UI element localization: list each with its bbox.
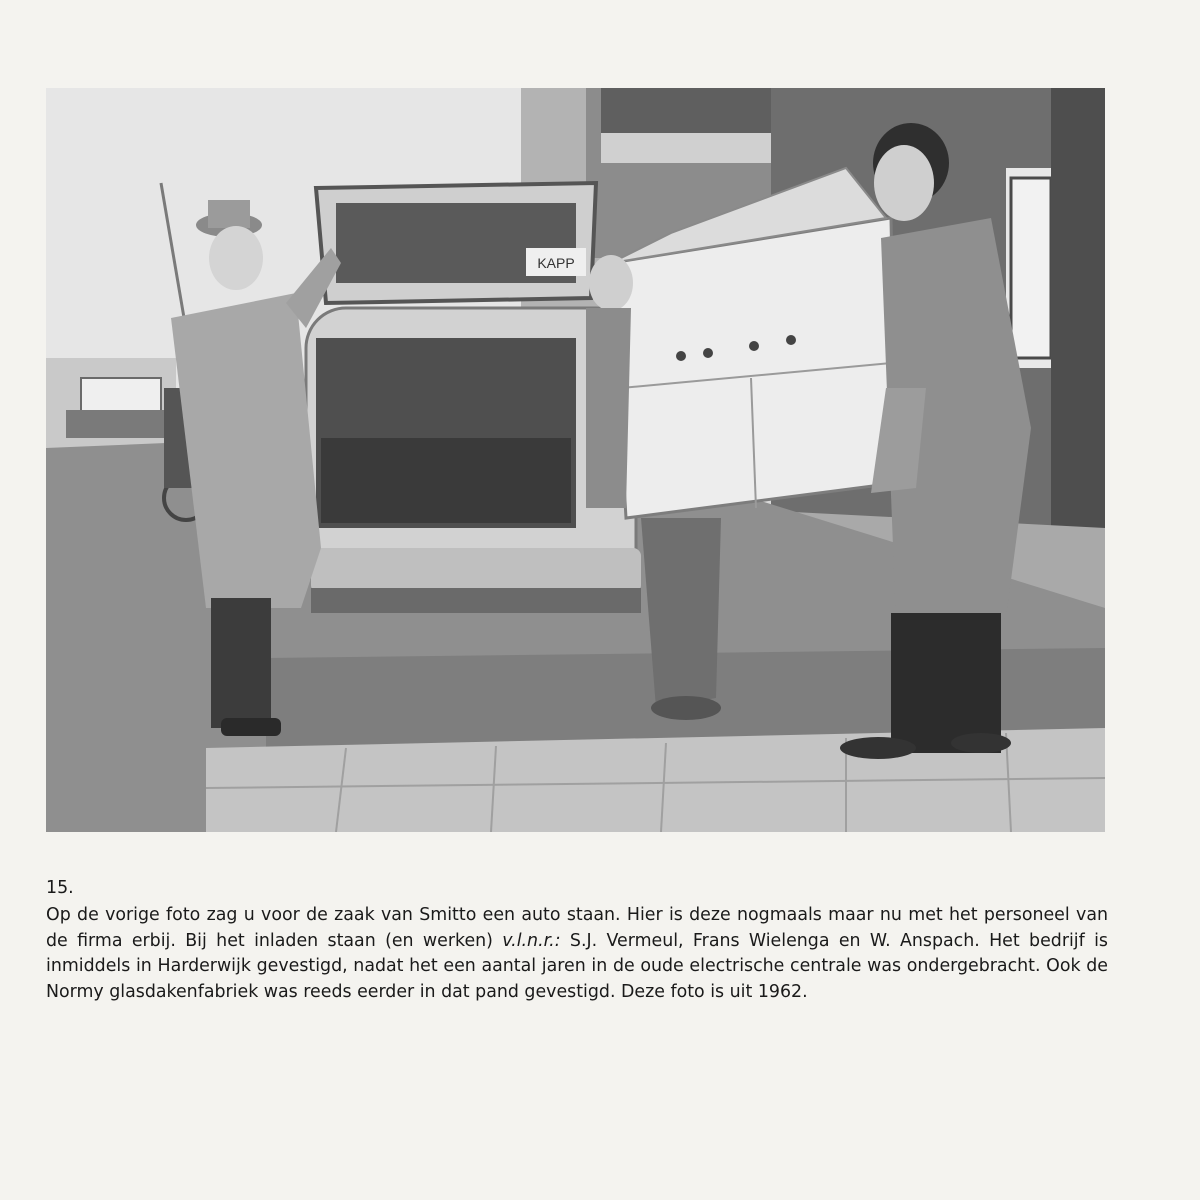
photo-illustration	[46, 88, 1105, 832]
photo-caption	[46, 876, 1108, 1005]
caption-text-part-2: S.J. Vermeul, Frans Wielenga en W. Anspach. Het bedrijf is inmiddels in Harderwijk gevestigd, nadat het een aantal jaren in de oude electrische centrale was ondergebracht. Ook de Normy glasdakenfabriek was reeds eerder in dat pand gevestigd. Deze foto is uit 1962.	[46, 930, 1108, 1002]
caption-number: 15.	[46, 878, 74, 898]
shop-sign-text: KAPP	[537, 255, 575, 271]
caption-text-part-1: Op de vorige foto zag u voor de zaak van Smitto een auto staan. Hier is deze nogmaals maar nu met het personeel van de firma erbij. Bij het inladen staan (en werken)	[46, 905, 1108, 951]
caption-text	[46, 903, 1108, 1005]
caption-text-italic: v.l.n.r.:	[502, 930, 561, 951]
street-photo	[46, 88, 1105, 832]
